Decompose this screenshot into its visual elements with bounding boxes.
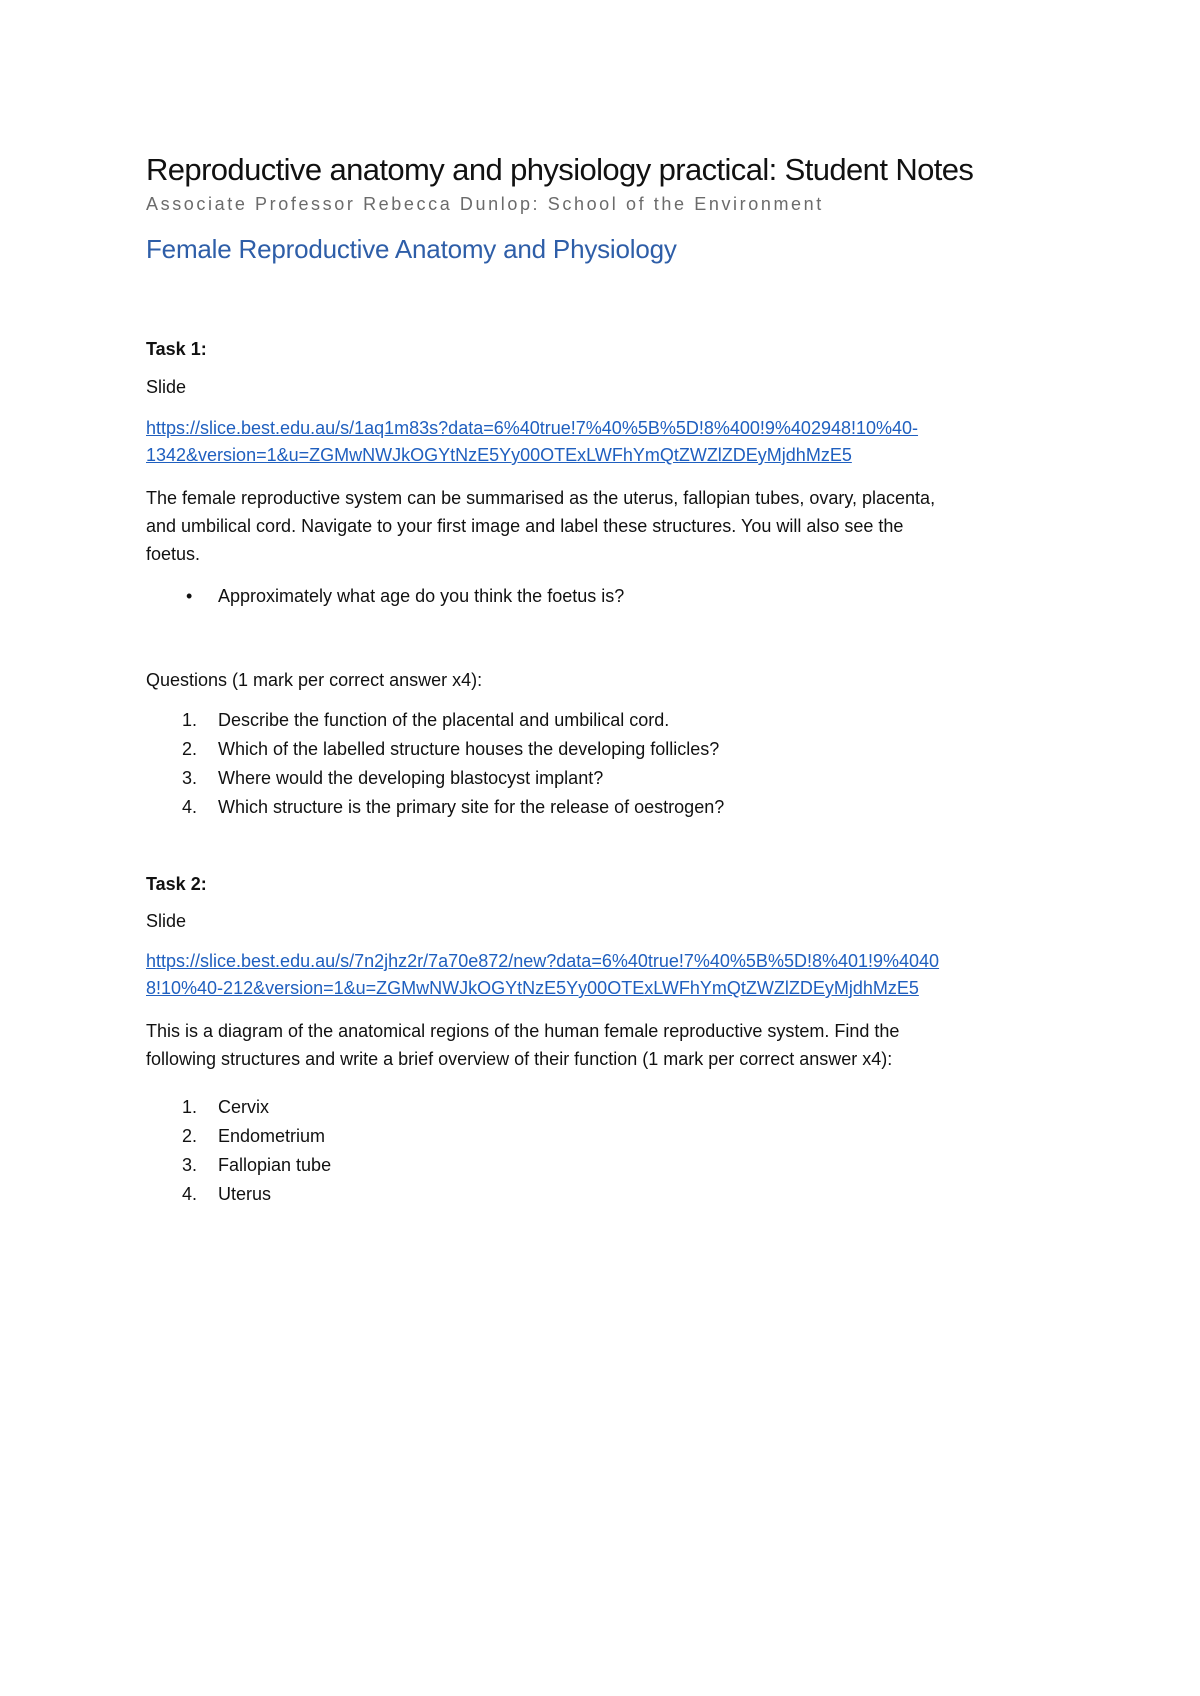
list-item: [146, 1180, 1066, 1209]
task1-description-line3: foetus.: [146, 544, 201, 564]
task2-description-line2: following structures and write a brief overview of their function (1 mark per correct answer x4):: [146, 1049, 893, 1069]
document-title: Reproductive anatomy and physiology practical: Student Notes: [146, 152, 974, 187]
task1-block: [146, 337, 1066, 361]
structure-text: Endometrium: [218, 1126, 326, 1146]
list-number: 4.: [182, 1184, 198, 1204]
task1-link-line2[interactable]: 1342&version=1&u=ZGMwNWJkOGYtNzE5Yy00OTExLWFhYmQtZWZlZDEyMjdhMzE5: [146, 445, 852, 465]
list-item: [146, 793, 1066, 822]
task1-description-line1: The female reproductive system can be summarised as the uterus, fallopian tubes, ovary, placenta,: [146, 488, 936, 508]
task1-description: [146, 483, 1066, 569]
task1-questions-list: [146, 706, 1066, 822]
list-number: 4.: [182, 797, 198, 817]
task2-heading: Task 2:: [146, 874, 207, 894]
structure-text: Uterus: [218, 1184, 272, 1204]
list-item: [146, 735, 1066, 764]
question-text: Which of the labelled structure houses the developing follicles?: [218, 739, 720, 759]
task2-slide-link[interactable]: [146, 946, 1066, 1003]
question-text: Which structure is the primary site for the release of oestrogen?: [218, 797, 725, 817]
task1-questions-heading: Questions (1 mark per correct answer x4):: [146, 670, 483, 690]
task1-slide-label: Slide: [146, 377, 187, 397]
task2-description-line1: This is a diagram of the anatomical regions of the human female reproductive system. Find the: [146, 1021, 900, 1041]
structure-text: Cervix: [218, 1097, 270, 1117]
list-item: [146, 1122, 1066, 1151]
list-item: [146, 764, 1066, 793]
question-text: Where would the developing blastocyst implant?: [218, 768, 604, 788]
list-item: [146, 1151, 1066, 1180]
bullet-icon: •: [186, 586, 193, 606]
section-heading: Female Reproductive Anatomy and Physiology: [146, 234, 677, 264]
task2-block: [146, 872, 1066, 896]
task2-link-line1[interactable]: https://slice.best.edu.au/s/7n2jhz2r/7a70e872/new?data=6%40true!7%40%5B%5D!8%401!9%4040: [146, 951, 940, 971]
task2-link-line2[interactable]: 8!10%40-212&version=1&u=ZGMwNWJkOGYtNzE5Yy00OTExLWFhYmQtZWZlZDEyMjdhMzE5: [146, 978, 919, 998]
list-number: 1.: [182, 1097, 198, 1117]
task1-bullet-text: Approximately what age do you think the foetus is?: [218, 586, 625, 606]
task1-link-line1[interactable]: https://slice.best.edu.au/s/1aq1m83s?data=6%40true!7%40%5B%5D!8%400!9%402948!10%40-: [146, 418, 919, 438]
list-number: 3.: [182, 1155, 198, 1175]
list-number: 2.: [182, 739, 198, 759]
question-text: Describe the function of the placental and umbilical cord.: [218, 710, 670, 730]
list-item: [146, 581, 1066, 611]
list-item: [146, 706, 1066, 735]
task1-bullet-list: [146, 581, 1066, 611]
list-item: [146, 1093, 1066, 1122]
task2-slide-label: Slide: [146, 911, 187, 931]
list-number: 3.: [182, 768, 198, 788]
task2-description: [146, 1016, 1066, 1074]
task1-description-line2: and umbilical cord. Navigate to your first image and label these structures. You will also see the: [146, 516, 904, 536]
task2-structures-list: [146, 1093, 1066, 1209]
list-number: 1.: [182, 710, 198, 730]
task1-heading: Task 1:: [146, 339, 207, 359]
task1-slide-link[interactable]: [146, 413, 1066, 470]
document-subtitle: Associate Professor Rebecca Dunlop: School of the Environment: [146, 194, 824, 214]
structure-text: Fallopian tube: [218, 1155, 332, 1175]
list-number: 2.: [182, 1126, 198, 1146]
